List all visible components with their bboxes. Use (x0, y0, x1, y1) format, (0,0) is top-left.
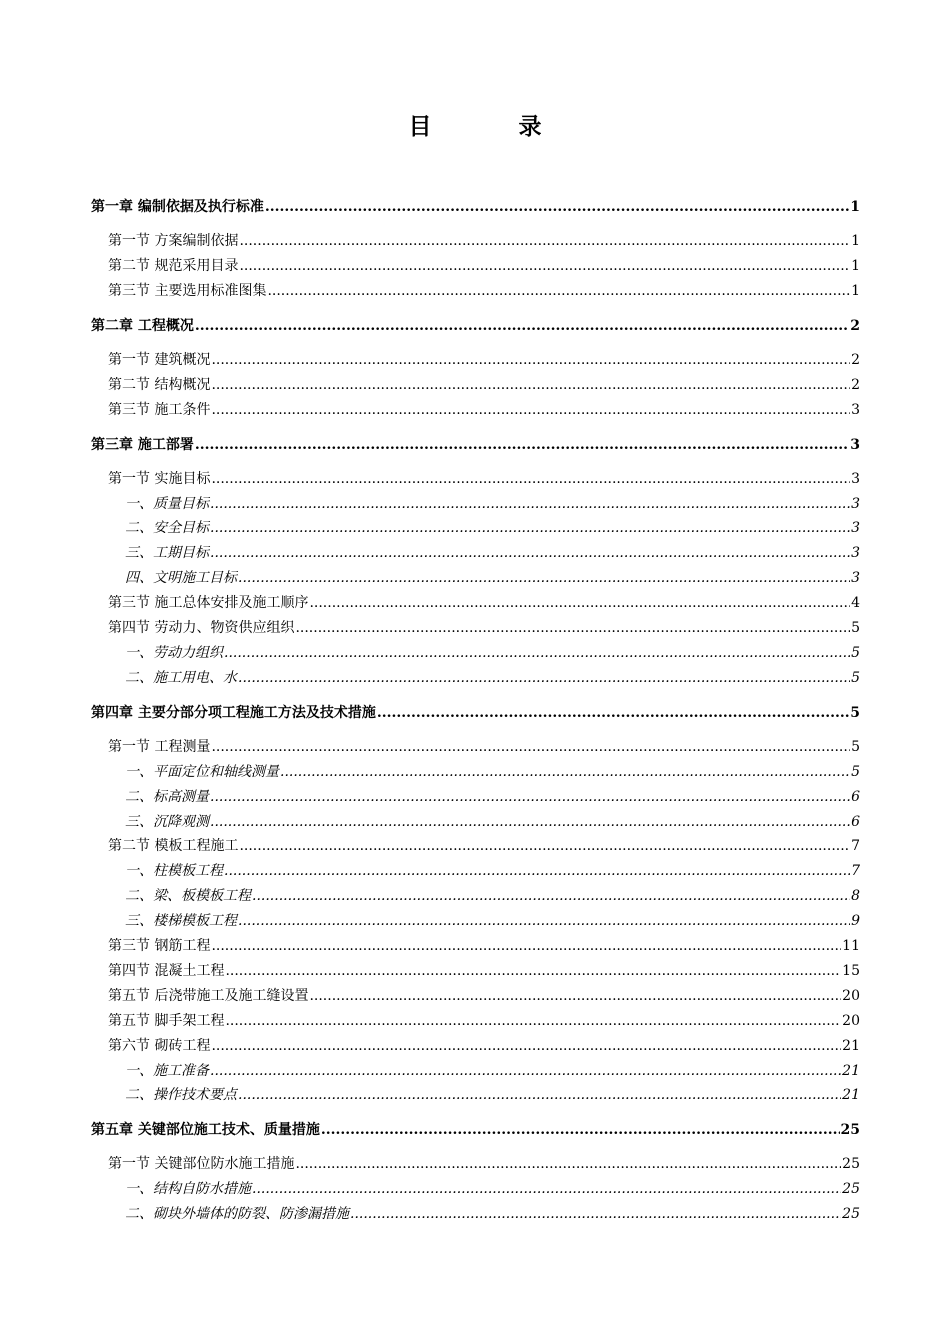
toc-entry-page-number: 3 (851, 570, 860, 587)
toc-entry[interactable] (91, 669, 860, 687)
toc-entry-page-number: 11 (842, 938, 860, 954)
toc-leader-dots (280, 763, 850, 781)
toc-entry[interactable] (91, 198, 860, 216)
toc-entry-page-number: 5 (851, 644, 860, 661)
toc-leader-dots (210, 519, 850, 537)
toc-entry-page-number: 15 (842, 962, 860, 979)
toc-entry[interactable] (91, 569, 860, 587)
toc-leader-dots (309, 594, 850, 612)
toc-entry-page-number: 4 (851, 595, 860, 612)
toc-entry[interactable] (91, 1086, 860, 1104)
toc-entry-title: 第二章 工程概况 (91, 317, 194, 334)
toc-leader-dots (210, 788, 850, 806)
toc-entry-page-number: 21 (842, 1037, 860, 1054)
toc-entry-title: 第一节 关键部位防水施工措施 (108, 1156, 295, 1173)
toc-entry[interactable] (91, 738, 860, 756)
toc-entry[interactable] (91, 594, 860, 612)
toc-entry[interactable] (91, 987, 860, 1005)
toc-leader-dots (210, 544, 850, 562)
toc-leader-dots (211, 470, 850, 488)
toc-entry-page-number: 3 (851, 401, 860, 418)
toc-entry[interactable] (91, 644, 860, 662)
toc-entry-title: 二、安全目标 (125, 520, 209, 537)
toc-entry[interactable] (91, 1062, 860, 1080)
toc-entry-page-number: 9 (851, 913, 860, 930)
toc-entry-title: 第二节 模板工程施工 (108, 838, 239, 855)
toc-entry-title: 第一节 方案编制依据 (108, 233, 239, 249)
toc-entry[interactable] (91, 937, 860, 955)
toc-entry-title: 第六节 砌砖工程 (108, 1037, 211, 1054)
toc-entry-page-number: 25 (840, 1122, 860, 1139)
toc-entry-page-number: 2 (851, 351, 860, 368)
toc-entry-page-number: 25 (842, 1156, 860, 1173)
toc-entry-page-number: 21 (842, 1062, 860, 1079)
toc-leader-dots (309, 987, 841, 1005)
toc-entry-title: 第一章 编制依据及执行标准 (91, 199, 264, 215)
toc-leader-dots (295, 1155, 841, 1173)
toc-entry-page-number: 7 (851, 838, 860, 855)
toc-entry[interactable] (91, 837, 860, 855)
toc-entry[interactable] (91, 470, 860, 488)
toc-leader-dots (238, 569, 850, 587)
toc-entry[interactable] (91, 1121, 860, 1139)
toc-entry[interactable] (91, 788, 860, 806)
toc-entry-page-number: 5 (851, 738, 860, 755)
toc-entry-title: 三、工期目标 (125, 545, 209, 562)
toc-leader-dots (211, 1037, 841, 1055)
toc-leader-dots (252, 887, 850, 905)
toc-leader-dots (211, 401, 850, 419)
toc-entry-title: 第三节 施工总体安排及施工顺序 (108, 595, 309, 612)
toc-entry[interactable] (91, 962, 860, 980)
toc-leader-dots (295, 619, 850, 637)
toc-entry-page-number: 3 (851, 520, 860, 537)
toc-entry-title: 第五节 后浇带施工及施工缝设置 (108, 987, 309, 1004)
toc-entry-page-number: 5 (851, 763, 860, 780)
toc-entry[interactable] (91, 495, 860, 513)
toc-entry-title: 二、标高测量 (125, 788, 209, 805)
toc-entry[interactable] (91, 401, 860, 419)
toc-leader-dots (265, 198, 849, 216)
toc-leader-dots (350, 1205, 841, 1223)
toc-entry[interactable] (91, 1155, 860, 1173)
toc-entry-title: 第一节 实施目标 (108, 470, 211, 487)
toc-leader-dots (267, 282, 850, 300)
toc-entry-title: 第四章 主要分部分项工程施工方法及技术措施 (91, 704, 376, 721)
toc-entry-page-number: 8 (851, 888, 860, 905)
toc-entry[interactable] (91, 763, 860, 781)
toc-entry-title: 第五章 关键部位施工技术、质量措施 (91, 1122, 320, 1139)
toc-entry-page-number: 3 (851, 470, 860, 487)
toc-leader-dots (238, 1086, 841, 1104)
toc-entry-title: 一、平面定位和轴线测量 (125, 763, 279, 780)
toc-leader-dots (224, 644, 850, 662)
toc-entry-page-number: 3 (851, 545, 860, 562)
toc-entry[interactable] (91, 519, 860, 537)
toc-entry[interactable] (91, 862, 860, 880)
toc-leader-dots (225, 962, 841, 980)
toc-entry-page-number: 3 (850, 436, 860, 453)
toc-leader-dots (224, 862, 850, 880)
toc-entry[interactable] (91, 544, 860, 562)
toc-leader-dots (211, 376, 850, 394)
toc-entry-page-number: 21 (842, 1087, 860, 1104)
toc-leader-dots (211, 738, 850, 756)
toc-entry-title: 三、沉降观测 (125, 813, 209, 830)
toc-entry-title: 第三章 施工部署 (91, 436, 194, 453)
toc-entry[interactable] (91, 619, 860, 637)
toc-entry-title: 第一节 建筑概况 (108, 351, 211, 368)
toc-entry-title: 第三节 施工条件 (108, 401, 211, 418)
toc-entry-page-number: 1 (851, 282, 860, 299)
toc-entry[interactable] (91, 912, 860, 930)
toc-entry[interactable] (91, 1037, 860, 1055)
toc-entry-page-number: 25 (842, 1206, 860, 1223)
toc-entry-title: 第四节 劳动力、物资供应组织 (108, 620, 295, 636)
toc-entry-title: 第五节 脚手架工程 (108, 1012, 225, 1029)
toc-leader-dots (210, 495, 850, 513)
toc-entry-title: 一、质量目标 (125, 495, 209, 512)
toc-leader-dots (211, 937, 841, 955)
toc-entry[interactable] (91, 1180, 860, 1198)
toc-entry-page-number: 1 (851, 257, 860, 274)
toc-entry-title: 第三节 主要选用标准图集 (108, 282, 267, 299)
toc-entry[interactable] (91, 704, 860, 722)
toc-leader-dots (252, 1180, 841, 1198)
toc-entry-page-number: 2 (850, 317, 860, 334)
toc-leader-dots (238, 669, 850, 687)
toc-entry-title: 一、施工准备 (125, 1062, 209, 1079)
toc-entry-page-number: 7 (851, 863, 860, 880)
toc-entry-page-number: 5 (850, 704, 860, 721)
toc-entry-title: 第三节 钢筋工程 (108, 938, 211, 954)
toc-entry-title: 四、文明施工目标 (125, 570, 237, 587)
toc-entry-title: 二、梁、板模板工程 (125, 888, 251, 905)
toc-entry-title: 二、操作技术要点 (125, 1087, 237, 1104)
toc-leader-dots (211, 351, 850, 369)
toc-leader-dots (210, 1062, 841, 1080)
toc-entry-page-number: 2 (851, 376, 860, 393)
toc-leader-dots (195, 317, 849, 335)
toc-entry-title: 二、施工用电、水 (125, 669, 237, 686)
toc-entry-page-number: 20 (842, 1012, 860, 1029)
toc-entry[interactable] (91, 1012, 860, 1030)
toc-entry-title: 一、劳动力组织 (125, 644, 223, 661)
toc-leader-dots (377, 704, 849, 722)
toc-entry[interactable] (91, 317, 860, 335)
toc-leader-dots (239, 257, 850, 275)
toc-entry[interactable] (91, 257, 860, 275)
toc-entry[interactable] (91, 282, 860, 300)
toc-entry-title: 第二节 规范采用目录 (108, 257, 239, 274)
toc-entry-page-number: 3 (851, 495, 860, 512)
toc-entry-page-number: 6 (851, 813, 860, 830)
toc-entry-page-number: 6 (851, 788, 860, 805)
toc-entry-title: 第二节 结构概况 (108, 376, 211, 393)
toc-leader-dots (225, 1012, 841, 1030)
toc-leader-dots (238, 912, 850, 930)
toc-entry-page-number: 5 (851, 620, 860, 636)
toc-leader-dots (239, 837, 850, 855)
toc-entry[interactable] (91, 1205, 860, 1223)
toc-leader-dots (321, 1121, 840, 1139)
toc-entry[interactable] (91, 232, 860, 250)
toc-entry-title: 第一节 工程测量 (108, 738, 211, 755)
toc-entry[interactable] (91, 351, 860, 369)
toc-leader-dots (210, 813, 850, 831)
toc-entry-page-number: 1 (850, 199, 860, 215)
toc-entry[interactable] (91, 436, 860, 454)
toc-entry[interactable] (91, 813, 860, 831)
toc-entry-title: 第四节 混凝土工程 (108, 962, 225, 979)
toc-entry[interactable] (91, 376, 860, 394)
toc-entry[interactable] (91, 887, 860, 905)
toc-entry-page-number: 25 (842, 1181, 860, 1198)
toc-entry-title: 一、柱模板工程 (125, 863, 223, 880)
page-title: 目 录 (408, 113, 574, 140)
toc-entry-title: 一、结构自防水措施 (125, 1181, 251, 1198)
toc-leader-dots (195, 436, 849, 454)
toc-entry-title: 三、楼梯模板工程 (125, 913, 237, 930)
toc-entry-page-number: 1 (851, 233, 860, 249)
toc-entry-page-number: 20 (842, 987, 860, 1004)
toc-leader-dots (239, 232, 850, 250)
toc-entry-title: 二、砌块外墙体的防裂、防渗漏措施 (125, 1206, 349, 1223)
toc-entry-page-number: 5 (851, 669, 860, 686)
